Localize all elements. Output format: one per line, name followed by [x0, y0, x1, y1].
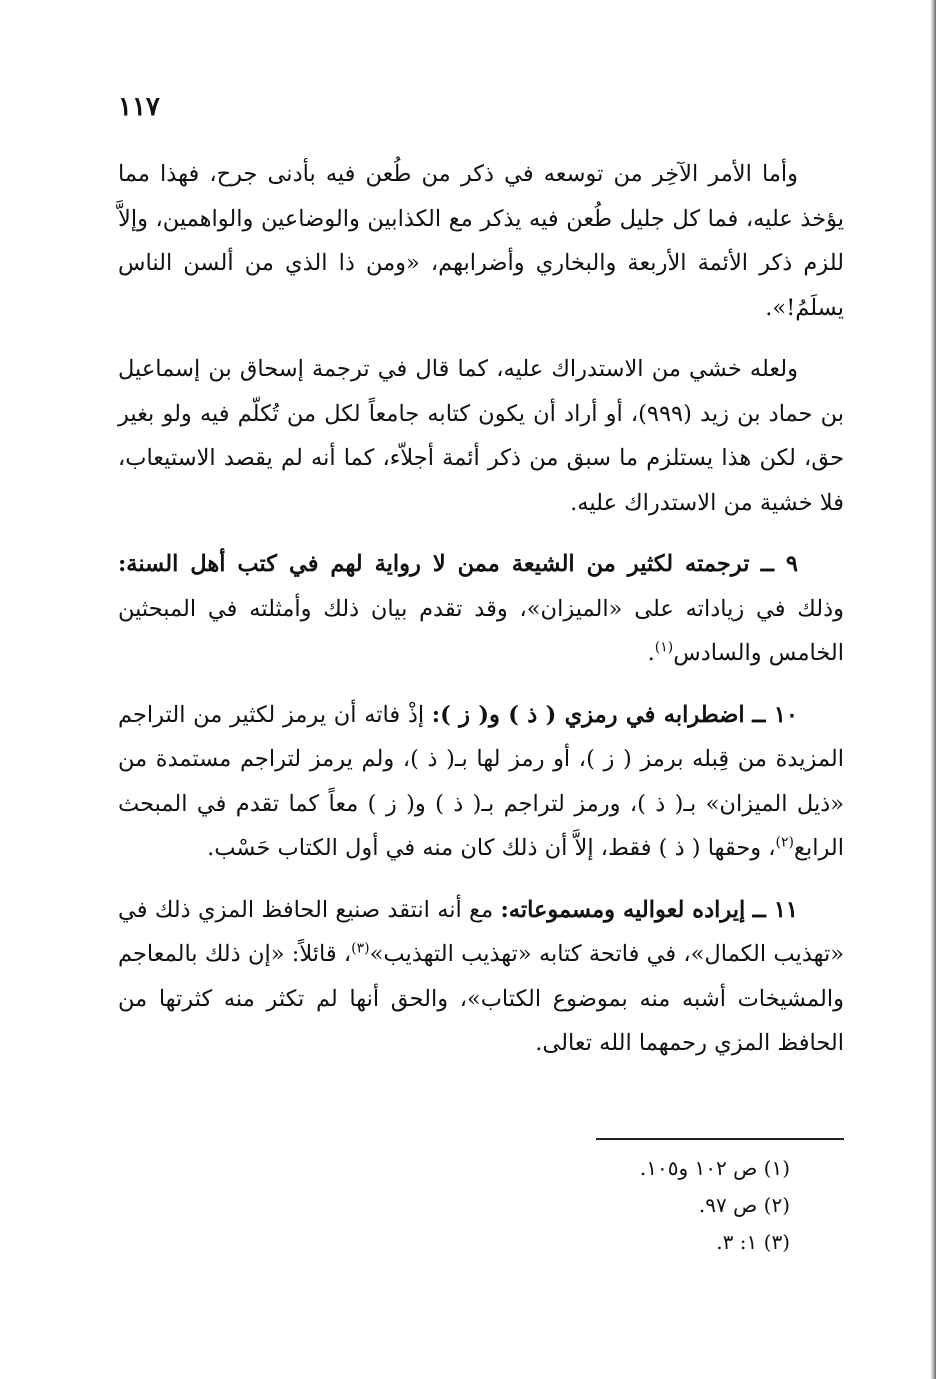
- main-text: [118, 152, 844, 1083]
- item-title: اضطرابه في رمزي ( ذ ) و( ز ):: [431, 701, 745, 728]
- footnotes: [640, 1150, 790, 1261]
- list-item-9: [118, 542, 844, 676]
- list-item-11: [118, 888, 844, 1066]
- paragraph-1: وأما الأمر الآخِر من توسعه في ذكر من طُعن فيه بأدنى جرح، فهذا مما يؤخذ عليه، فما كل جليل طُعن فيه يذكر مع الكذابين والوضاعين والواهمين، وإلاَّ للزم ذكر الأئمة الأربعة والبخاري وأضرابهم، «ومن ذا الذي من ألسن الناس يسلَمُ!».: [118, 161, 844, 321]
- item-title: إيراده لعواليه ومسموعاته:: [500, 896, 746, 923]
- paragraph-2: ولعله خشي من الاستدراك عليه، كما قال في ترجمة إسحاق بن إسماعيل بن حماد بن زيد (٩٩٩)، أو أراد أن يكون كتابه جامعاً لكل من تُكلّم فيه ولو بغير حق، لكن هذا يستلزم ما سبق من ذكر أئمة أجلاّء، كما أنه لم يقصد الاستيعاب، فلا خشية من الاستدراك عليه.: [118, 356, 844, 516]
- item-tail: ، قائلاً: «إن ذلك بالمعاجم والمشيخات أشبه منه بموضوع الكتاب»، والحق أنها لم تكثر منه كثرتها من الحافظ المزي رحمهما الله تعالى.: [118, 941, 844, 1056]
- item-title: ترجمته لكثير من الشيعة ممن لا رواية لهم في كتب أهل السنة:: [118, 551, 750, 577]
- footnote-separator: [596, 1138, 844, 1140]
- footnote-3: (٣) ١: ٣.: [716, 1230, 790, 1254]
- item-number: ١٠ ــ: [752, 701, 798, 728]
- footnote-ref: (٢): [775, 834, 794, 851]
- item-number: ١١ ــ: [752, 896, 798, 923]
- item-tail: ، وحقها ( ذ ) فقط، إلاَّ أن ذلك كان منه في أول الكتاب حَسْب.: [207, 835, 776, 861]
- item-text: وذلك في زياداته على «الميزان»، وقد تقدم بيان ذلك وأمثلته في المبحثين الخامس والسادس: [118, 595, 844, 666]
- footnote-ref: (٣): [351, 940, 370, 957]
- item-text: إذْ فاته أن يرمز لكثير من التراجم المزيدة من قِبله برمز ( ز )، أو رمز لها بـ( ذ )، ولم يرمز لتراجم مستمدة من «ذيل الميزان» بـ( ذ )، ورمز لتراجم بـ( ذ ) و( ز ) معاً كما تقدم في المبحث الرابع: [118, 701, 844, 861]
- page-number: ١١٧: [118, 92, 160, 122]
- scan-edge-shadow: [930, 0, 936, 1379]
- item-text: مع أنه انتقد صنيع الحافظ المزي ذلك في «تهذيب الكمال»، في فاتحة كتابه «تهذيب التهذيب»: [118, 896, 844, 967]
- item-tail: .: [647, 640, 655, 666]
- list-item-10: [118, 693, 844, 871]
- footnote-ref: (١): [654, 639, 674, 656]
- item-number: ٩ ــ: [760, 551, 798, 577]
- footnote-2: (٢) ص ٩٧.: [698, 1193, 790, 1217]
- footnote-1: (١) ص ١٠٢ و١٠٥.: [639, 1156, 790, 1180]
